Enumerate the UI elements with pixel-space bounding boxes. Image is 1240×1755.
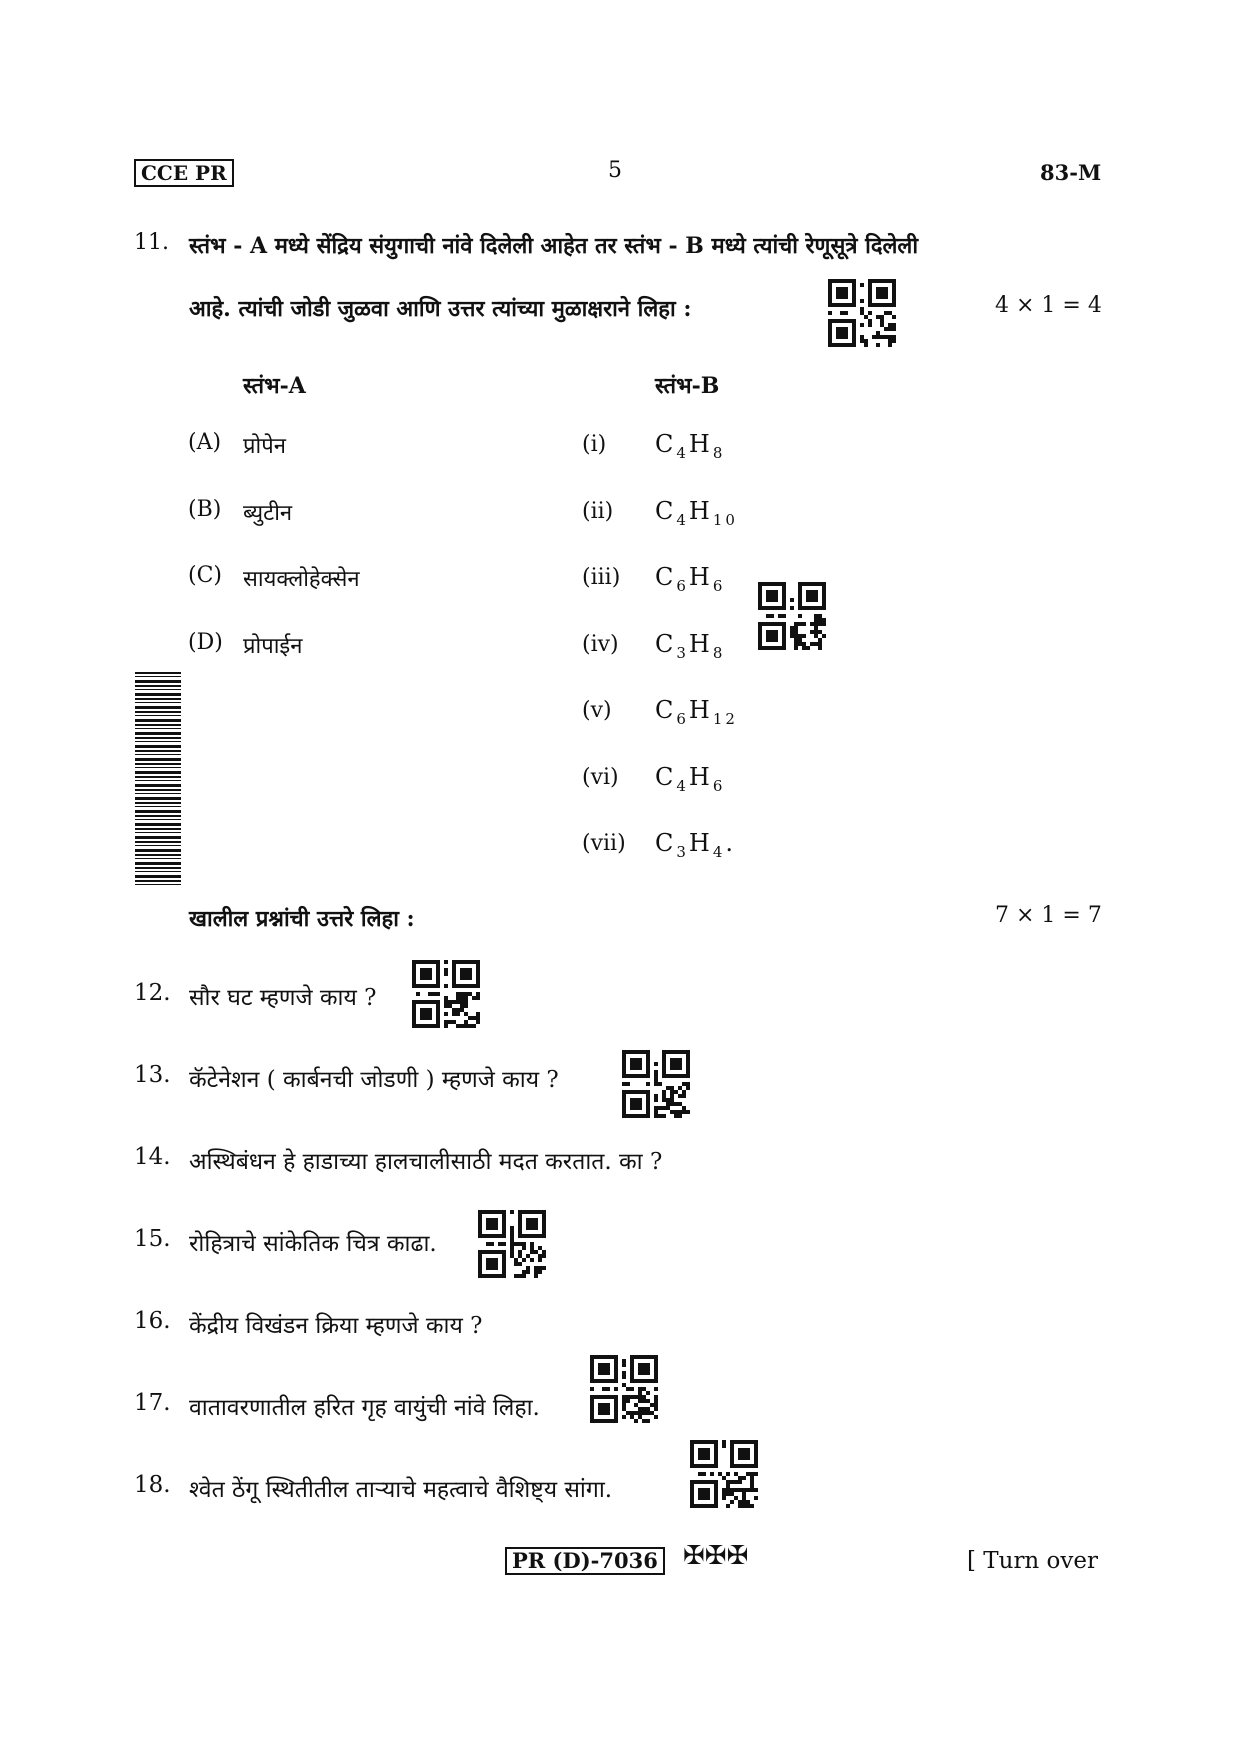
ornament-icon: ✠✠✠ xyxy=(683,1541,749,1571)
section-instruction: खालील प्रश्नांची उत्तरे लिहा : xyxy=(189,906,415,932)
column-b-label: (iii) xyxy=(582,565,621,590)
question-number: 14. xyxy=(134,1144,171,1170)
column-b-label: (v) xyxy=(582,698,612,723)
qr-code-icon xyxy=(690,1440,758,1508)
qr-code-icon xyxy=(412,960,480,1028)
column-a-item: सायक्लोहेक्सेन xyxy=(243,567,360,592)
question-number: 13. xyxy=(134,1062,171,1088)
column-b-label: (ii) xyxy=(582,498,614,524)
molecular-formula: $C_4H_6$ xyxy=(655,762,726,795)
column-b-label: (iv) xyxy=(582,631,619,657)
column-a-label: (A) xyxy=(188,430,222,455)
molecular-formula: $C_4H_{10}$ xyxy=(655,496,738,529)
question-number: 18. xyxy=(134,1472,171,1498)
barcode-icon xyxy=(135,672,181,887)
column-a-heading: स्तंभ-A xyxy=(243,373,306,399)
question-number: 15. xyxy=(134,1226,171,1252)
paper-code: 83-M xyxy=(1040,160,1102,185)
column-b-label: (vi) xyxy=(582,764,619,790)
section-marks: 7 × 1 = 7 xyxy=(995,903,1102,928)
q11-marks: 4 × 1 = 4 xyxy=(995,293,1102,318)
molecular-formula: $C_3H_4$. xyxy=(655,829,737,861)
qr-code-icon xyxy=(828,279,896,347)
column-b-label: (i) xyxy=(582,432,607,457)
turn-over-label: [ Turn over xyxy=(967,1548,1099,1574)
column-a-item: ब्युटीन xyxy=(243,501,293,526)
question-text: अस्थिबंधन हे हाडाच्या हालचालीसाठी मदत करतात. का ? xyxy=(189,1149,663,1175)
column-a-item: प्रोपेन xyxy=(243,434,286,459)
question-number: 16. xyxy=(134,1308,171,1334)
column-a-label: (D) xyxy=(188,630,223,655)
question-text: केंद्रीय विखंडन क्रिया म्हणजे काय ? xyxy=(189,1313,483,1339)
header-code-box: CCE PR xyxy=(134,159,234,187)
column-b-heading: स्तंभ-B xyxy=(655,373,720,399)
molecular-formula: $C_6H_6$ xyxy=(655,563,726,595)
qr-code-icon xyxy=(478,1210,546,1278)
column-b-label: (vii) xyxy=(582,831,626,856)
molecular-formula: $C_4H_8$ xyxy=(655,430,726,462)
molecular-formula: $C_3H_8$ xyxy=(655,629,726,662)
molecular-formula: $C_6H_{12}$ xyxy=(655,696,738,728)
question-text: वातावरणातील हरित गृह वायुंची नांवे लिहा. xyxy=(189,1395,540,1421)
footer-code-box: PR (D)-7036 xyxy=(505,1547,665,1575)
question-number: 12. xyxy=(134,980,171,1006)
column-a-label: (C) xyxy=(188,563,222,588)
qr-code-icon xyxy=(758,582,826,650)
column-a-label: (B) xyxy=(188,497,222,522)
question-text: सौर घट म्हणजे काय ? xyxy=(189,985,377,1011)
q11-line2: आहे. त्यांची जोडी जुळवा आणि उत्तर त्यांच्या मुळाक्षराने लिहा : xyxy=(189,296,692,322)
page-number: 5 xyxy=(608,158,622,183)
qr-code-icon xyxy=(590,1355,658,1423)
column-a-item: प्रोपाईन xyxy=(243,634,303,659)
question-text: श्वेत ठेंगू स्थितीतील ताऱ्याचे महत्वाचे वैशिष्ट्य सांगा. xyxy=(189,1477,613,1503)
question-text: कॅटेनेशन ( कार्बनची जोडणी ) म्हणजे काय ? xyxy=(189,1067,559,1093)
q11-number: 11. xyxy=(134,230,169,255)
qr-code-icon xyxy=(622,1050,690,1118)
question-text: रोहित्राचे सांकेतिक चित्र काढा. xyxy=(189,1231,437,1257)
question-number: 17. xyxy=(134,1390,171,1416)
q11-line1: स्तंभ - A मध्ये सेंद्रिय संयुगाची नांवे दिलेली आहेत तर स्तंभ - B मध्ये त्यांची रेणूसूत्रे दिलेली xyxy=(189,233,919,259)
